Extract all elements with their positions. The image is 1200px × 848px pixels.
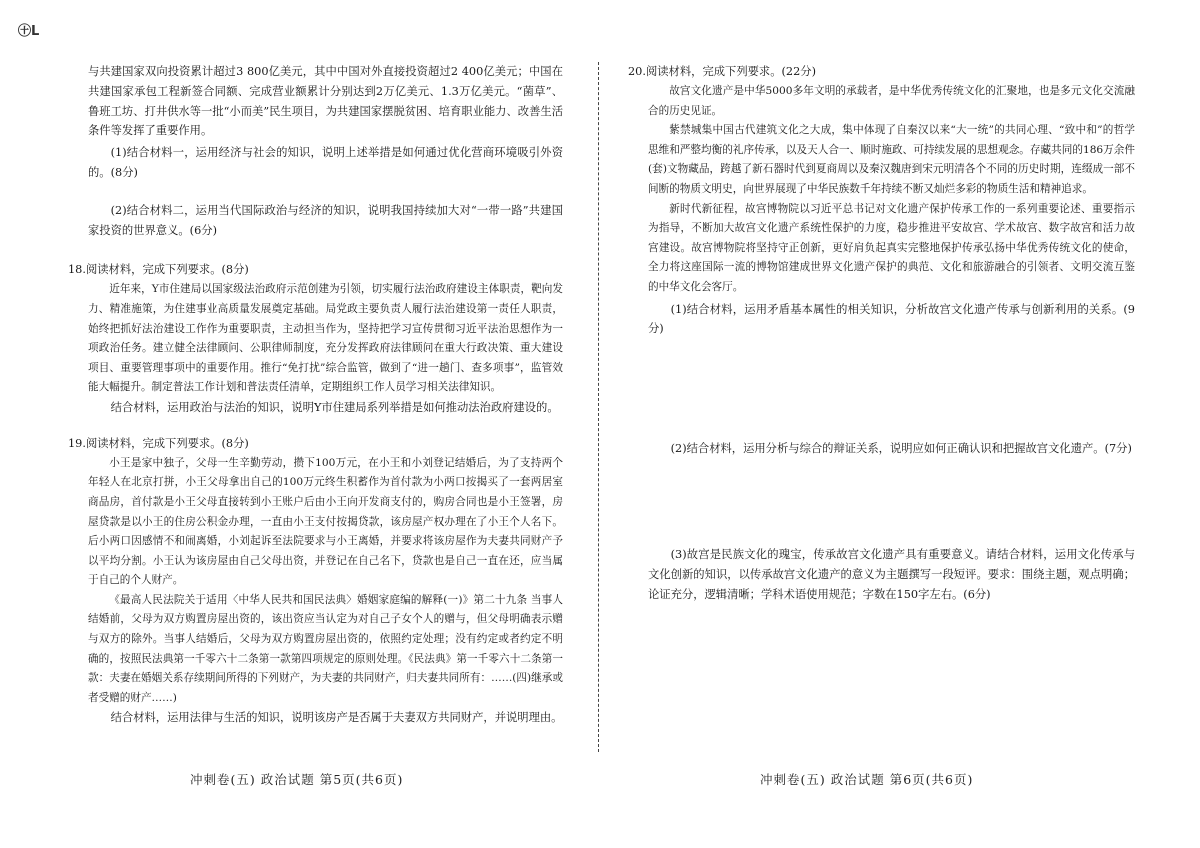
q20-material-intro: 故宫文化遗产是中华5000多年文明的承载者，是中华优秀传统文化的汇聚地，也是多元文化交流融合的历史见证。 [648, 85, 1135, 117]
q17-part1: (1)结合材料一，运用经济与社会的知识，说明上述举措是如何通过优化营商环境吸引外资的。(8分) [88, 146, 563, 179]
q17-part2: (2)结合材料二，运用当代国际政治与经济的知识，说明我国持续加大对“一带一路”共建国家投资的世界意义。(6分) [88, 203, 563, 237]
q19-material-case: 小王是家中独子，父母一生辛勤劳动，攒下100万元，在小王和小刘登记结婚后，为了支持两个年轻人在北京打拼，小王父母拿出自己的100万元终生积蓄作为首付款为小两口按揭买了一套两居室商品房，首付款是小王父母直接转到小王账户后由小王向开发商支付的，购房合同也是小王签署，房屋贷款是以小王的住房公积金办理，一直由小王支付按揭贷款，该房屋产权办理在了小王个人名下。后小两口因感情不和闹离婚，小刘起诉至法院要求与小王离婚，并要求将该房屋作为夫妻共同财产予以平均分割。小王认为该房屋由自己父母出资，并登记在自己名下，贷款也是自己一直在还，应当属于自己的个人财产。 [88, 456, 563, 587]
q18-material: 近年来，Y市住建局以国家级法治政府示范创建为引领，切实履行法治政府建设主体职责，靶向发力、精准施策，为住建事业高质量发展奠定基础。局党政主要负责人履行法治建设第一责任人职责，始终把抓好法治建设工作作为重要职责，主动担当作为，坚持把学习宣传贯彻习近平法治思想作为一项政治任务。建立健全法律顾问、公职律师制度，充分发挥政府法律顾问在重大行政决策、重大建设项目、重要管理事项中的重要作用。推行“免打扰”综合监管，做到了“进一趟门、查多项事”，监管效能大幅提升。制定普法工作计划和普法责任清单，定期组织工作人员学习相关法律知识。 [88, 283, 563, 394]
q20-part1: (1)结合材料，运用矛盾基本属性的相关知识，分析故宫文化遗产传承与创新利用的关系。(9分) [648, 302, 1135, 336]
column-divider [598, 62, 599, 752]
q20-heading: 20.阅读材料，完成下列要求。(22分) [628, 65, 817, 78]
q20-material-new-era: 新时代新征程，故宫博物院以习近平总书记对文化遗产保护传承工作的一系列重要论述、重要指示为指导，不断加大故宫文化遗产系统性保护的力度，稳步推进平安故宫、学术故宫、数字故宫和活力故宫建设。故宫博物院将坚持守正创新，更好肩负起真实完整地保护传承弘扬中华优秀传统文化的使命，全力将这座国际一流的博物馆建成世界文化遗产保护的典范、文化和旅游融合的引领者、文明交流互鉴的中华文化会客厅。 [648, 202, 1135, 293]
q20-material-forbidden-city: 紫禁城集中国古代建筑文化之大成，集中体现了自秦汉以来“大一统”的共同心理、“致中和”的哲学思维和严整均衡的礼序传承，以及天人合一、顺时施政、可持续发展的思想观念。存藏共同的186万余件(套)文物藏品，跨越了新石器时代到夏商周以及秦汉魏唐到宋元明清各个不同的历史时期，连缀成一部不间断的物质文明史，向世界展现了中华民族数千年持续不断又灿烂多彩的物质生活和精神追求。 [648, 124, 1135, 195]
q18-heading: 18.阅读材料，完成下列要求。(8分) [68, 263, 249, 277]
material-two-continued: 与共建国家双向投资累计超过3 800亿美元，其中中国对外直接投资超过2 400亿美元；中国在共建国家承包工程新签合同额、完成营业额累计分别达到2万亿美元、1.3万亿美元。“菌草”、鲁班工坊、打井供水等一批“小而美”民生项目，为共建国家摆脱贫困、培育职业能力、改善生活条件等发挥了重要作用。 [88, 65, 563, 138]
q19-heading: 19.阅读材料，完成下列要求。(8分) [68, 436, 249, 450]
left-column [68, 62, 563, 728]
q19-question: 结合材料，运用法律与生活的知识，说明该房产是否属于夫妻双方共同财产，并说明理由。 [110, 711, 563, 725]
q18-question: 结合材料，运用政治与法治的知识，说明Y市住建局系列举措是如何推动法治政府建设的。 [110, 400, 559, 414]
q20-part2: (2)结合材料，运用分析与综合的辩证关系，说明应如何正确认识和把握故宫文化遗产。(7分) [670, 442, 1132, 456]
footer-page-5: 冲刺卷(五) 政治试题 第5页(共6页) [190, 772, 404, 787]
footer-page-6: 冲刺卷(五) 政治试题 第6页(共6页) [760, 772, 974, 787]
q20-part3: (3)故宫是民族文化的瑰宝，传承故宫文化遗产具有重要意义。请结合材料，运用文化传承与文化创新的知识，以传承故宫文化遗产的意义为主题撰写一段短评。要求：围绕主题，观点明确；论证充分，逻辑清晰；学科术语使用规范；字数在150字左右。(6分) [648, 547, 1135, 601]
right-column [628, 62, 1135, 604]
q19-material-law: 《最高人民法院关于适用〈中华人民共和国民法典〉婚姻家庭编的解释(一)》第二十九条 当事人结婚前，父母为双方购置房屋出资的，该出资应当认定为对自己子女个人的赠与，但父母明确表示赠与双方的除外。当事人结婚后，父母为双方购置房屋出资的，依照约定处理；没有约定或者约定不明确的，按照民法典第一千零六十二条第一款第四项规定的原则处理。《民法典》第一千零六十二条第一款：夫妻在婚姻关系存续期间所得的下列财产，为夫妻的共同财产，归夫妻共同所有：……(四)继承或者受赠的财产……) [88, 593, 563, 704]
corner-mark: ㊉L [18, 24, 40, 39]
